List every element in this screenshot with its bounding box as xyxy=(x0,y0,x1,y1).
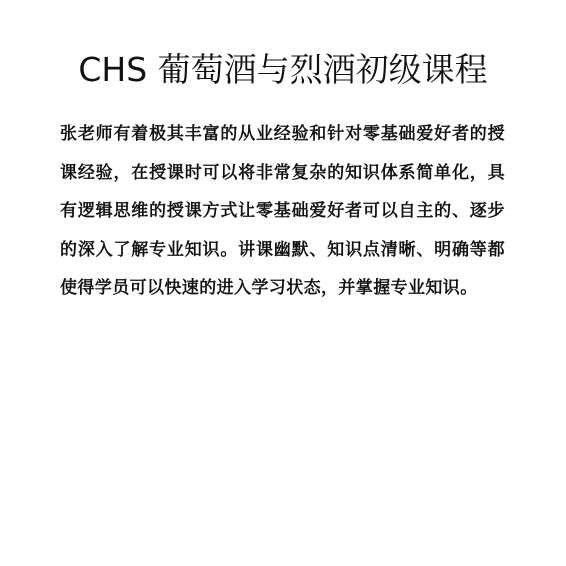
page-title: CHS 葡萄酒与烈酒初级课程 xyxy=(78,50,488,89)
description-paragraph: 张老师有着极其丰富的从业经验和针对零基础爱好者的授课经验，在授课时可以将非常复杂的知识体系简单化，具有逻辑思维的授课方式让零基础爱好者可以自主的、逐步的深入了解专业知识。讲课幽默、知识点清晰、明确等都使得学员可以快速的进入学习状态，并掌握专业知识。 xyxy=(60,124,505,298)
